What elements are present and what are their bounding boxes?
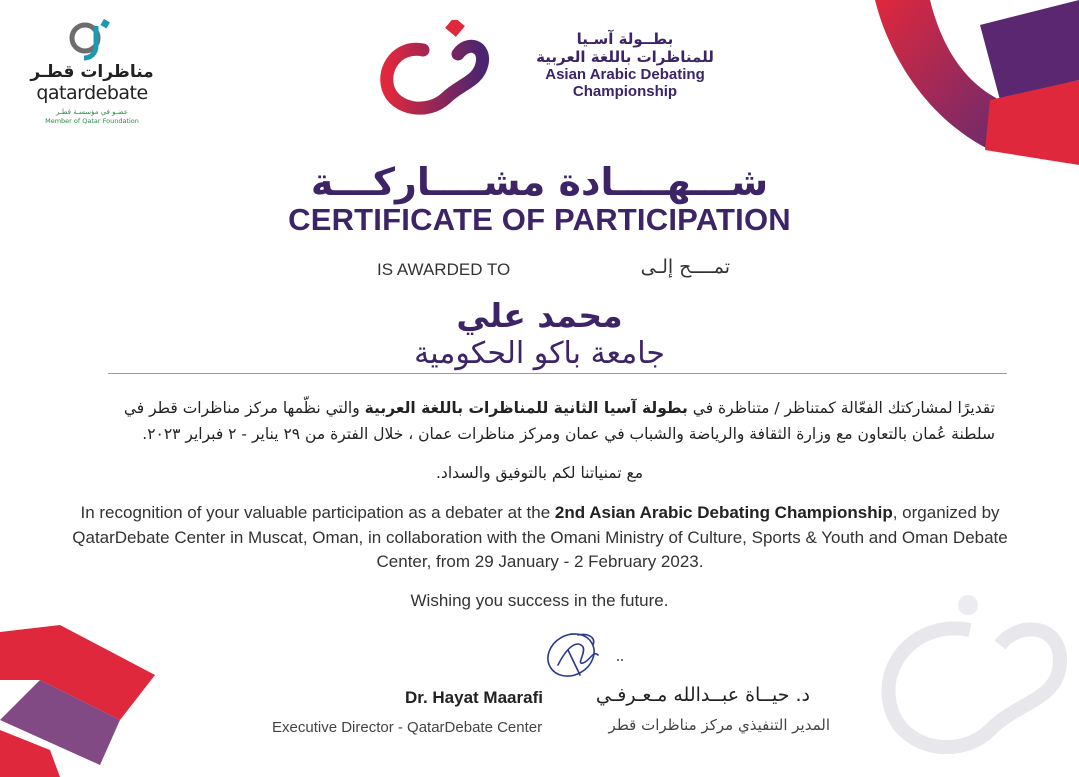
championship-name-en-line2: Championship [572,83,678,100]
championship-name-ar-line1: بطــولة آسـيا [576,30,674,48]
championship-logo-text [520,30,730,100]
ribbon-bottom-left-decoration [0,620,160,777]
championship-name-en-line1: Asian Arabic Debating [545,66,705,83]
body-text-en [60,501,1020,575]
certificate-title-en: CERTIFICATE OF PARTICIPATION [288,202,791,237]
qatar-debate-mark-icon [66,18,118,62]
signature-icon [538,625,628,690]
qatar-foundation-member-ar: عضـو في مؤسسـة قطـر [55,108,129,116]
recipient-organization: جامعة باكو الحكومية [414,336,665,371]
body-en-part1: In recognition of your valuable participation as a debater at the [80,503,555,522]
signatory-role-en: Executive Director - QatarDebate Center [272,719,543,736]
signatory-role-ar: المدير التنفيذي مركز مناظرات قطر [608,716,830,734]
ribbon-top-right-decoration [860,0,1079,170]
championship-name-ar-line2: للمناظرات باللغة العربية [536,48,714,66]
body-text-ar [95,395,995,447]
qatar-debate-name-en: qatardebate [36,82,148,104]
qatar-debate-name-ar: مناظرات قطـر [30,62,154,82]
wish-text-en: Wishing you success in the future. [410,591,669,610]
watermark-logo-decoration [860,590,1079,777]
signatory-name-ar: د. حيــاة عبــدالله مـعـرفـي [595,684,810,706]
wish-text-ar: مع تمنياتنا لكم بالتوفيق والسداد. [436,464,643,482]
signatory-name-en: Dr. Hayat Maarafi [405,688,543,707]
championship-mark-icon [378,20,493,120]
awarded-to-label-en: IS AWARDED TO [377,260,511,279]
championship-name-bold-en: 2nd Asian Arabic Debating Championship [554,503,893,522]
qatar-debate-logo [22,18,162,143]
recipient-name: محمد علي [456,296,623,335]
body-en-part2: , organized by QatarDebate Center in Muscat, Oman, in collaboration with the Omani Ministry of Culture, Sports & Youth and Oman Debate Center, from 29 January - 2 February 2023. [72,503,1008,571]
championship-name-bold-ar: بطولة آسيا الثانية للمناظرات باللغة العربية [364,399,688,417]
divider-line [108,373,1007,374]
body-ar-part2: والتي نظّمها مركز مناظرات قطر في سلطنة عُمان بالتعاون مع وزارة الثقافة والرياضة والشباب في عمان ومركز مناظرات عمان ، خلال الفترة من ٢٩ يناير - ٢ فبراير ٢٠٢٣. [123,399,995,443]
qatar-foundation-member-en: Member of Qatar Foundation [45,117,139,125]
body-ar-part1: تقديرًا لمشاركتك الفعّالة كمتناظر / متناظرة في [687,399,995,417]
awarded-to-label-ar: تمــــح إلـى [640,256,730,278]
certificate-title-ar: شـــهــــادة مشــــاركـــة [310,160,769,204]
